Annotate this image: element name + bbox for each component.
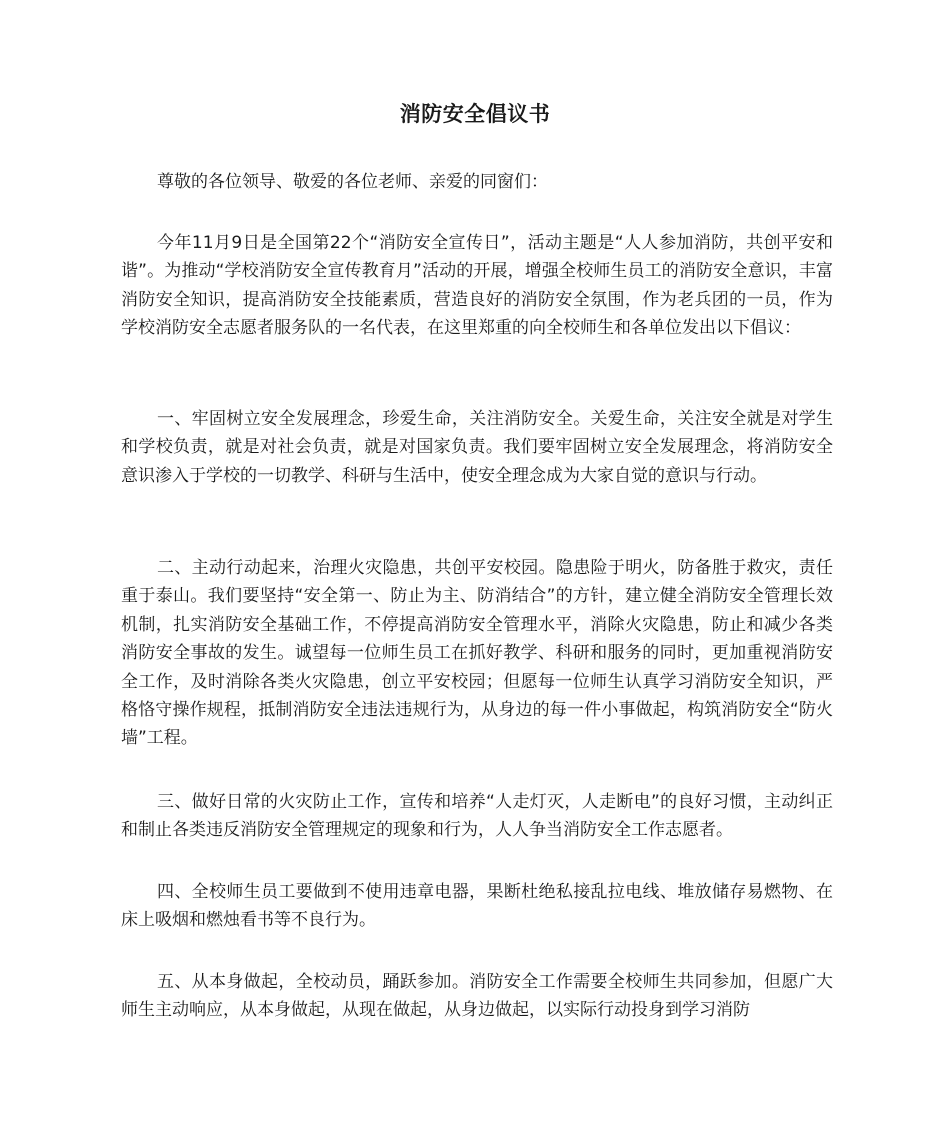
proposal-4-paragraph: 四、全校师生员工要做到不使用违章电器，果断杜绝私接乱拉电线、堆放储存易燃物、在床上吸烟和燃烛看书等不良行为。 (121, 882, 833, 931)
proposal-2-paragraph: 二、主动行动起来，治理火灾隐患，共创平安校园。隐患险于明火，防备胜于救灾，责任重于泰山。我们要坚持“安全第一、防止为主、防消结合”的方针，建立健全消防安全管理长效机制，扎实消防安全基础工作，不停提高消防安全管理水平，消除火灾隐患，防止和减少各类消防安全事故的发生。诚望每一位师生员工在抓好教学、科研和服务的同时，更加重视消防安全工作，及时消除各类火灾隐患，创立平安校园；但愿每一位师生认真学习消防安全知识，严格恪守操作规程，抵制消防安全违法违规行为，从身边的每一件小事做起，构筑消防安全“防火墙”工程。 (121, 558, 833, 749)
proposal-3-paragraph: 三、做好日常的火灾防止工作，宣传和培养“人走灯灭，人走断电”的良好习惯，主动纠正和制止各类违反消防安全管理规定的现象和行为，人人争当消防安全工作志愿者。 (121, 792, 833, 841)
proposal-1-paragraph: 一、牢固树立安全发展理念，珍爱生命，关注消防安全。关爱生命，关注安全就是对学生和学校负责，就是对社会负责，就是对国家负责。我们要牢固树立安全发展理念，将消防安全意识渗入于学校的一切教学、科研与生活中，使安全理念成为大家自觉的意识与行动。 (121, 409, 833, 486)
proposal-5-paragraph: 五、从本身做起，全校动员，踊跃参加。消防安全工作需要全校师生共同参加，但愿广大师生主动响应，从本身做起，从现在做起，从身边做起，以实际行动投身到学习消防 (121, 972, 833, 1021)
intro-paragraph: 今年11月9日是全国第22个“消防安全宣传日”，活动主题是“人人参加消防，共创平安和谐”。为推动“学校消防安全宣传教育月”活动的开展，增强全校师生员工的消防安全意识，丰富消防安全知识，提高消防安全技能素质，营造良好的消防安全氛围，作为老兵团的一员，作为学校消防安全志愿者服务队的一名代表，在这里郑重的向全校师生和各单位发出以下倡议： (121, 233, 833, 339)
greeting-paragraph: 尊敬的各位领导、敬爱的各位老师、亲爱的同窗们： (157, 172, 548, 192)
document-title: 消防安全倡议书 (399, 102, 551, 126)
